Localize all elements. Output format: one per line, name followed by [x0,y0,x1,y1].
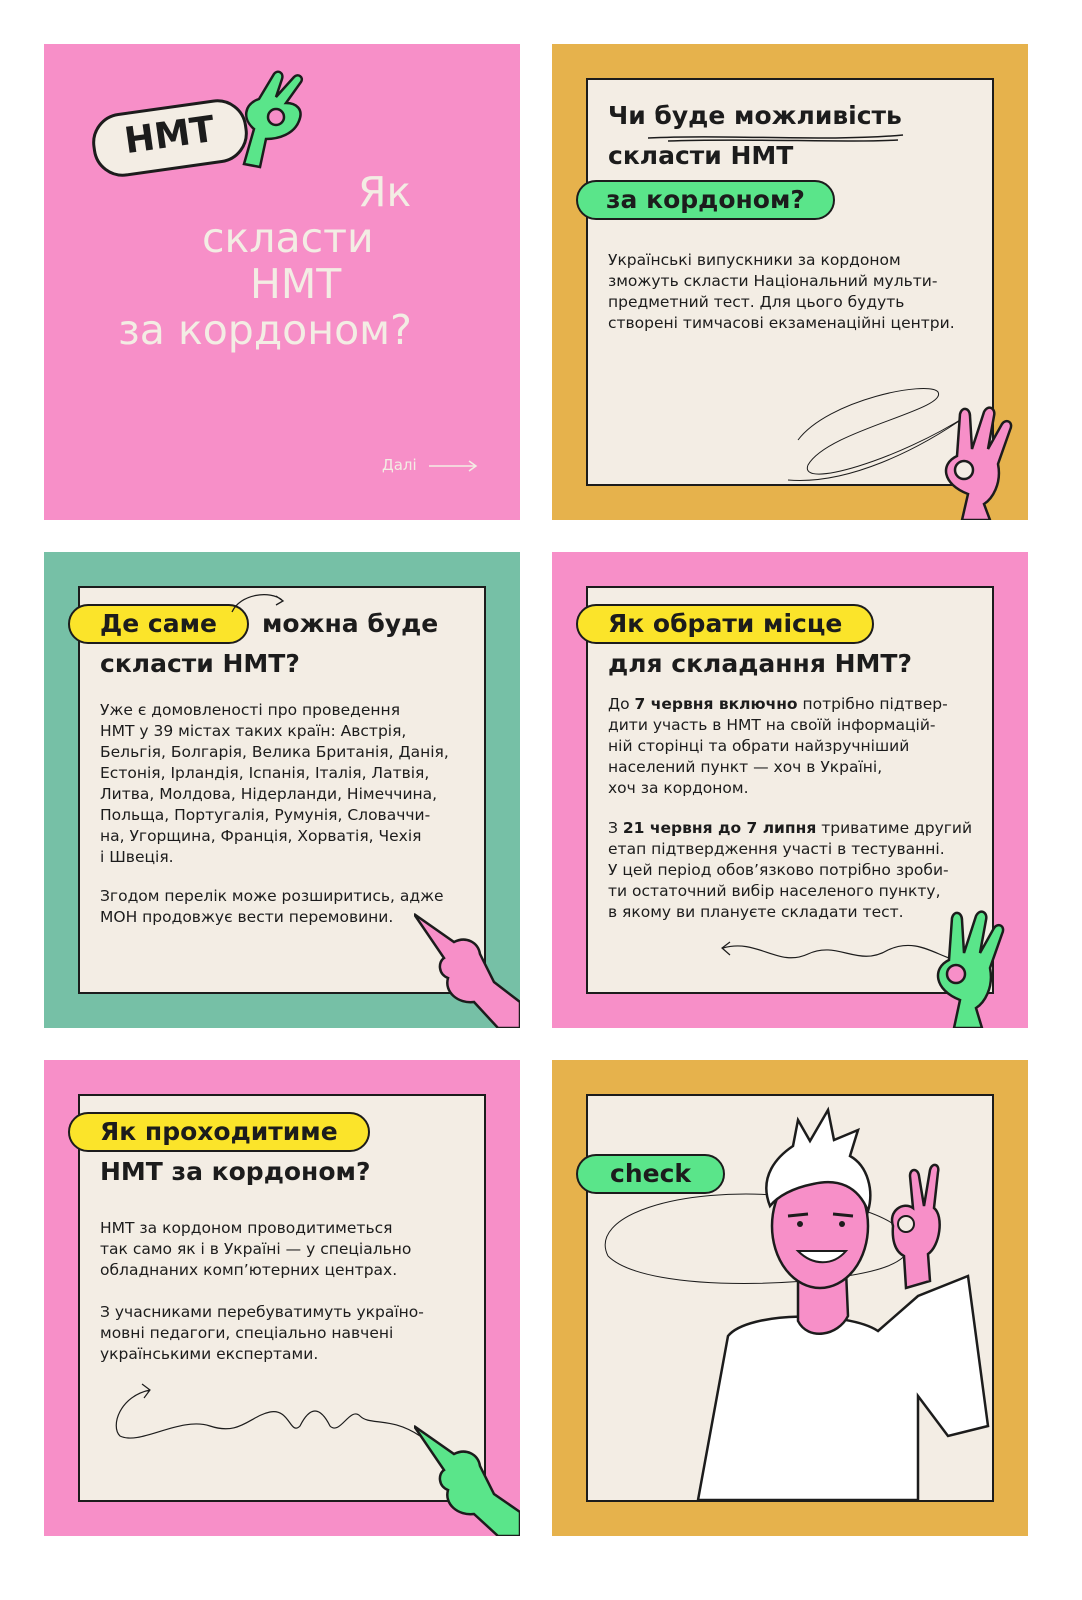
pointing-hand-icon [414,1424,520,1536]
loop-arrow-icon [100,1376,430,1456]
heading-line-2: для складання НМТ? [608,649,912,678]
title-line-2: скласти [202,214,374,262]
pointing-hand-icon [414,912,520,1028]
heading-line-1: Чи буде можливість [608,101,902,130]
body-text-1 [608,694,948,799]
heading-line-2: скласти НМТ? [100,649,300,678]
p1-prefix: До [608,695,635,713]
heading-pill: за кордоном? [576,180,835,220]
card [586,1094,994,1502]
heading-line-2: скласти НМТ [608,141,794,170]
slide-title [44,44,520,520]
slide-abroad-possibility [552,44,1028,520]
slide-where [44,552,520,1028]
p2-bold: 21 червня до 7 липня [622,819,817,837]
p1-rest: потрібно підтвер- дити участь в НМТ на своїй інформацій- ній сторінці та обрати найзручніший населений пункт — хоч в Україні, хоч за кордоном. [608,695,948,797]
title-line-4: за кордоном? [118,306,412,354]
underline-icon [648,130,908,144]
p2-rest: триватиме другий етап підтвердження участі в тестуванні. У цей період обов’язково потрібно зроби- ти остаточний вибір населеного пункту, в якому ви плануєте складати тест. [608,819,973,921]
next-link[interactable] [382,456,479,474]
ok-hand-icon [224,69,314,169]
curved-arrow-icon [230,590,290,614]
heading-pill: Як обрати місце [576,604,874,644]
title-line-1: Як [358,168,412,216]
body-text-2: Згодом перелік може розширитись, адже МОН продовжує вести перемовини. [100,887,444,926]
p1-bold: 7 червня включно [634,695,798,713]
slide-choose-place [552,552,1028,1028]
ok-hand-icon [922,404,1022,520]
heading-line-1-rest: можна буде [262,609,439,638]
arrow-right-icon [429,460,479,472]
body-text-1: Уже є домовленості про проведення НМТ у 39 містах таких країн: Австрія, Бельгія, Болгарія, Велика Британія, Данія, Естонія, Ірландія, Іспанія, Італія, Латвія, Литва, Молдова, Нідерланди, Німеччина, Польща, Португалія, Румунія, Словаччи- на, Угорщина, Франція, Хорватія, Чехія і Швеція. [100,701,449,866]
heading-line-2: НМТ за кордоном? [100,1157,371,1186]
next-label: Далі [382,456,417,474]
heading-pill: Як проходитиме [68,1112,370,1152]
title-line-3: НМТ [250,260,342,308]
check-pill: check [576,1154,725,1194]
body-text-1: НМТ за кордоном проводитиметься так само як і в Україні — у спеціально обладнаних комп’ютерних центрах. [100,1219,412,1279]
ok-hand-icon [914,908,1018,1028]
slide-check [552,1060,1028,1536]
slide-how [44,1060,520,1536]
p2-prefix: З [608,819,623,837]
heading-pill: Де саме [68,604,249,644]
body-text-2: З учасниками перебуватимуть україно- мовні педагоги, спеціально навчені українськими експертами. [100,1303,424,1363]
nmt-badge: НМТ [88,95,251,180]
body-text: Українські випускники за кордоном зможуть скласти Національний мульти- предметний тест. Для цього будуть створені тимчасові екзаменаційні центри. [608,251,955,332]
